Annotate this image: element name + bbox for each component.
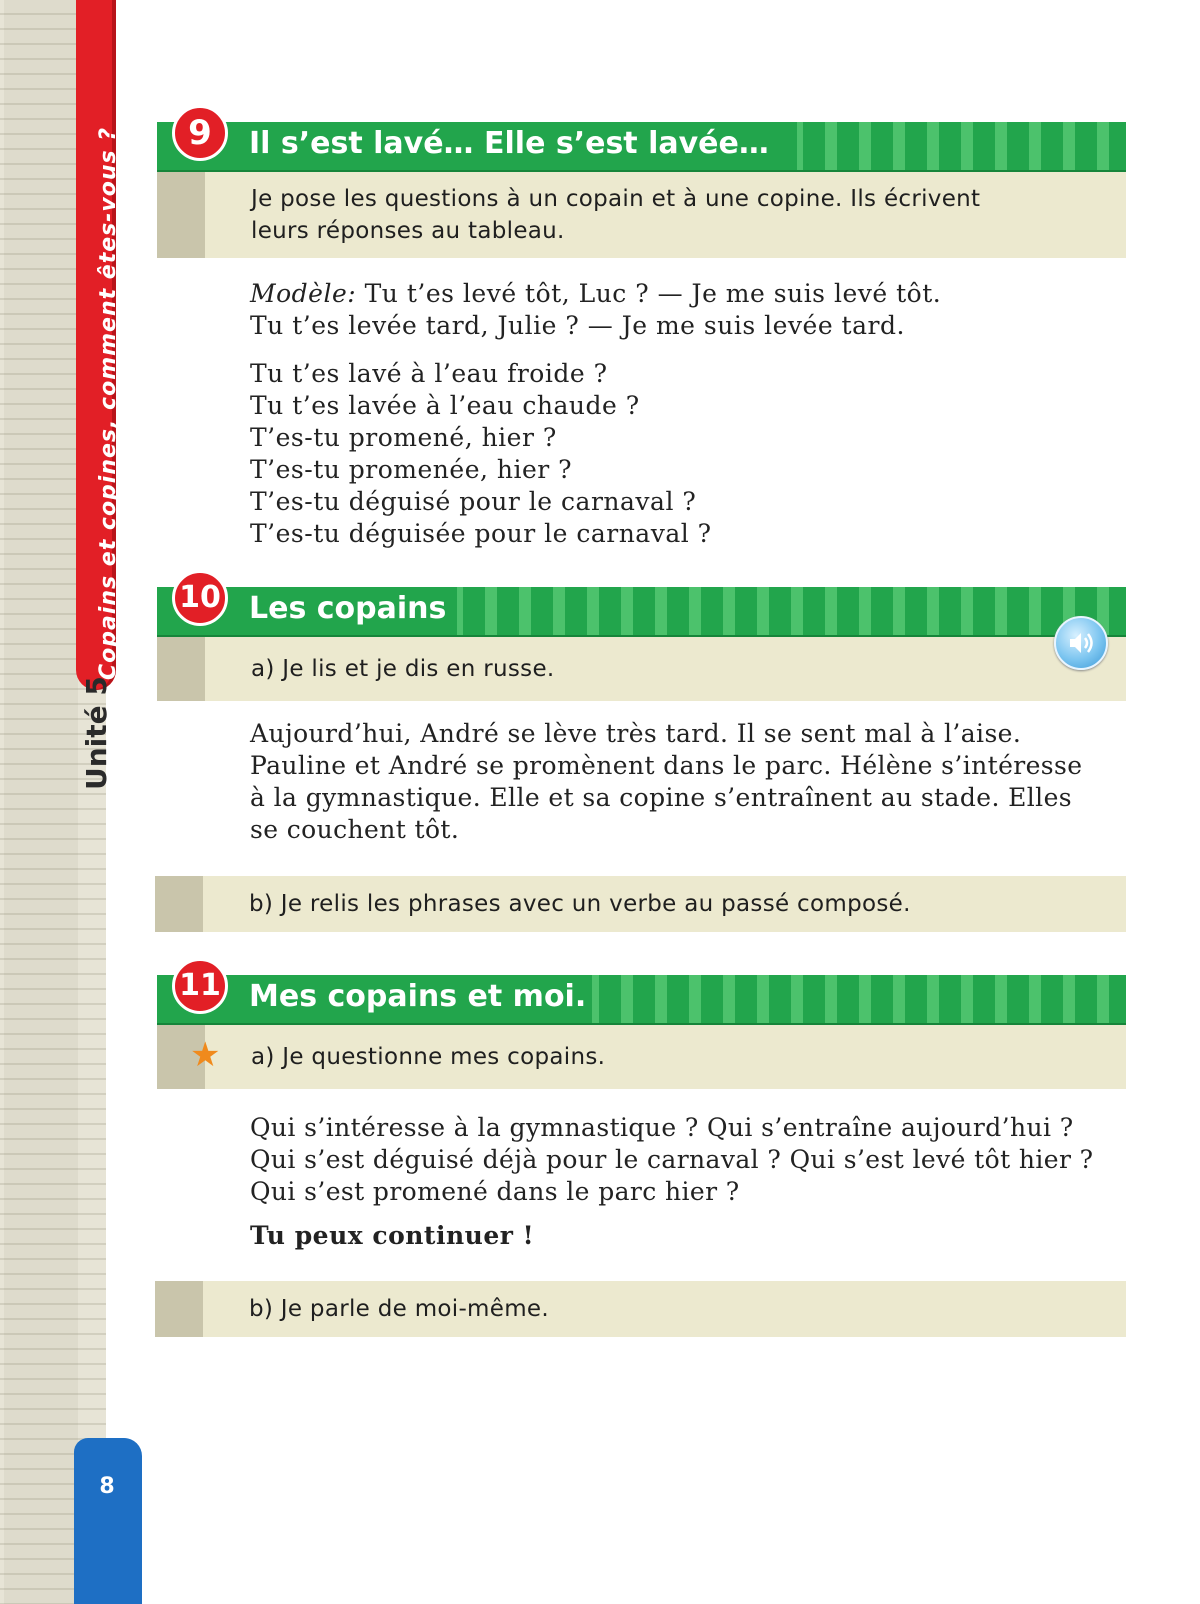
- unit-label: Unité 5: [80, 676, 113, 790]
- text-line: Qui s’est déguisé déjà pour le carnaval ? Qui s’est levé tôt hier ?: [250, 1145, 1094, 1174]
- exercise-11-header: [157, 975, 1126, 1025]
- model-line: Tu t’es levée tard, Julie ? — Je me suis levée tard.: [250, 311, 905, 340]
- exercise-10-task-a: [157, 637, 1126, 701]
- exercise-10-header: [157, 587, 1126, 637]
- text-line: Qui s’intéresse à la gymnastique ? Qui s’entraîne aujourd’hui ?: [250, 1113, 1074, 1142]
- question-item: T’es-tu déguisée pour le carnaval ?: [250, 519, 712, 548]
- question-item: T’es-tu déguisé pour le carnaval ?: [250, 487, 697, 516]
- text-line: Aujourd’hui, André se lève très tard. Il se sent mal à l’aise.: [250, 719, 1022, 748]
- page-tab: [74, 1438, 142, 1604]
- exercise-11-task-b: [155, 1281, 1126, 1337]
- exercise-9-instruction: [157, 172, 1126, 258]
- task-b-text: b) Je relis les phrases avec un verbe au passé composé.: [249, 891, 911, 917]
- exercise-10-number: 10: [172, 570, 228, 626]
- exercise-11-number: 11: [172, 958, 228, 1014]
- speaker-icon[interactable]: [1054, 616, 1108, 670]
- model-line: Tu t’es levé tôt, Luc ? — Je me suis levé tôt.: [356, 279, 942, 308]
- exercise-9-header: [157, 122, 1126, 172]
- series-title: Copains et copines, comment êtes-vous ?: [96, 126, 121, 680]
- text-line: Pauline et André se promènent dans le parc. Hélène s’intéresse: [250, 751, 1083, 780]
- instruction-line: Je pose les questions à un copain et à une copine. Ils écrivent: [251, 186, 981, 212]
- text-line: Qui s’est promené dans le parc hier ?: [250, 1177, 740, 1206]
- task-b-text: b) Je parle de moi-même.: [249, 1296, 549, 1322]
- exercise-11-task-a: [157, 1025, 1126, 1089]
- task-a-text: a) Je lis et je dis en russe.: [251, 656, 555, 682]
- question-item: T’es-tu promené, hier ?: [250, 423, 557, 452]
- exercise-10-task-b: [155, 876, 1126, 932]
- page-number: 8: [99, 1474, 115, 1499]
- exercise-11-title: Mes copains et moi.: [249, 979, 587, 1014]
- task-a-text: a) Je questionne mes copains.: [251, 1044, 606, 1070]
- question-item: T’es-tu promenée, hier ?: [250, 455, 573, 484]
- exercise-10-title: Les copains: [249, 591, 447, 626]
- exercise-11-text: [250, 1112, 1126, 1208]
- exercise-9-title: Il s’est lavé… Elle s’est lavée…: [249, 126, 769, 161]
- question-item: Tu t’es lavée à l’eau chaude ?: [250, 391, 640, 420]
- model-label: Modèle:: [250, 279, 357, 308]
- instruction-line: leurs réponses au tableau.: [251, 218, 565, 244]
- exercise-9-model: [250, 278, 941, 342]
- margin-strip-inner: [4, 0, 78, 1604]
- continue-prompt: Tu peux continuer !: [250, 1221, 535, 1250]
- question-item: Tu t’es lavé à l’eau froide ?: [250, 359, 608, 388]
- exercise-10-text: [250, 718, 1126, 846]
- text-line: à la gymnastique. Elle et sa copine s’entraînent au stade. Elles: [250, 783, 1072, 812]
- star-icon: ★: [190, 1035, 221, 1075]
- exercise-9-number: 9: [172, 105, 228, 161]
- text-line: se couchent tôt.: [250, 815, 460, 844]
- exercise-9-questions: [250, 358, 712, 550]
